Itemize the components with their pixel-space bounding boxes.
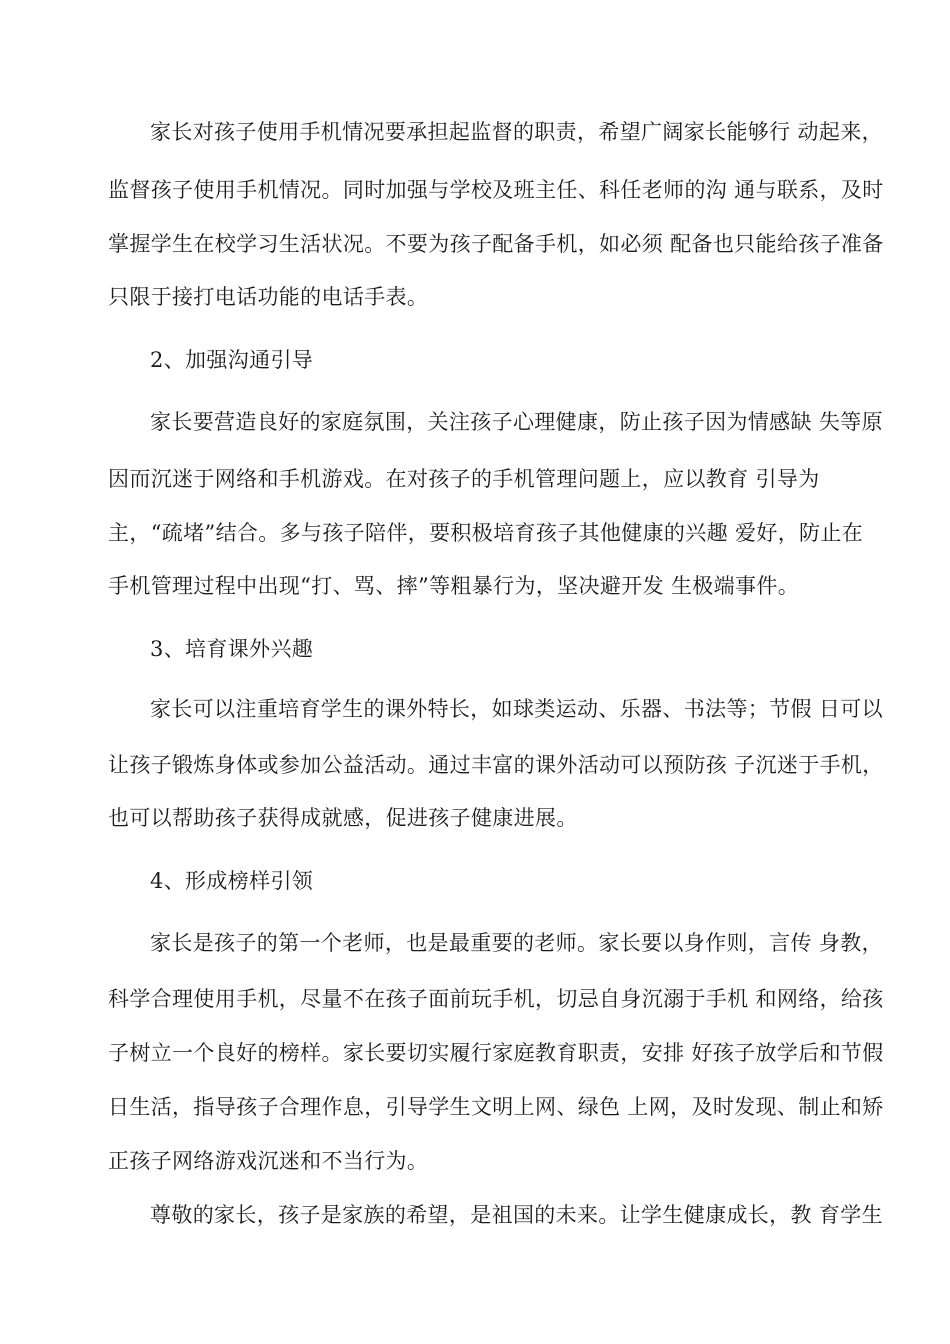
- para4-line-3: 子树立一个良好的榜样。家长要切实履行家庭教育职责，安排 好孩子放学后和节假: [108, 1041, 884, 1065]
- para2-line-2: 因而沉迷于网络和手机游戏。在对孩子的手机管理问题上，应以教育 引导为: [108, 467, 820, 491]
- para4-line-5: 正孩子网络游戏沉迷和不当行为。: [108, 1149, 429, 1173]
- section-heading-3: 3、培育课外兴趣: [150, 637, 314, 661]
- para1-line-2: 监督孩子使用手机情况。同时加强与学校及班主任、科任老师的沟 通与联系，及时: [108, 178, 884, 202]
- para2-line-4: 手机管理过程中出现“打、骂、摔”等粗暴行为，坚决避开发 生极端事件。: [108, 574, 800, 598]
- para2-line-3: 主，“疏堵”结合。多与孩子陪伴，要积极培育孩子其他健康的兴趣 爱好，防止在: [108, 521, 864, 545]
- para2-line-1: 家长要营造良好的家庭氛围，关注孩子心理健康，防止孩子因为情感缺 失等原: [150, 410, 883, 434]
- para3-line-3: 也可以帮助孩子获得成就感，促进孩子健康进展。: [108, 806, 578, 830]
- para4-line-4: 日生活，指导孩子合理作息，引导学生文明上网、绿色 上网，及时发现、制止和矫: [108, 1095, 884, 1119]
- para1-line-1: 家长对孩子使用手机情况要承担起监督的职责，希望广阔家长能够行 动起来，: [150, 120, 883, 144]
- para3-line-1: 家长可以注重培育学生的课外特长，如球类运动、乐器、书法等；节假 日可以: [150, 697, 883, 721]
- para4-line-1: 家长是孩子的第一个老师，也是最重要的老师。家长要以身作则，言传 身教，: [150, 931, 883, 955]
- section-heading-2: 2、加强沟通引导: [150, 348, 314, 372]
- para3-line-2: 让孩子锻炼身体或参加公益活动。通过丰富的课外活动可以预防孩 子沉迷于手机，: [108, 753, 884, 777]
- para1-line-4: 只限于接打电话功能的电话手表。: [108, 285, 429, 309]
- para4-line-2: 科学合理使用手机，尽量不在孩子面前玩手机，切忌自身沉溺于手机 和网络，给孩: [108, 987, 884, 1011]
- para5-line-1: 尊敬的家长，孩子是家族的希望，是祖国的未来。让学生健康成长，教 育学生: [150, 1203, 883, 1227]
- para1-line-3: 掌握学生在校学习生活状况。不要为孩子配备手机，如必须 配备也只能给孩子准备: [108, 232, 884, 256]
- section-heading-4: 4、形成榜样引领: [150, 869, 314, 893]
